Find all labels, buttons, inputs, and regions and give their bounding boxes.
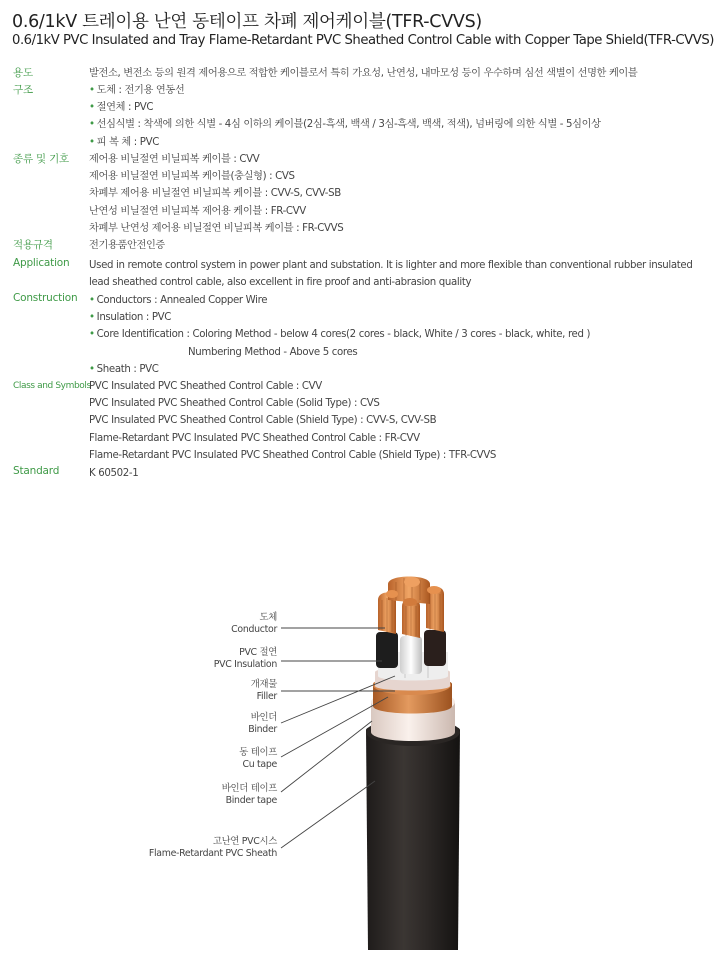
standard-ko-text: 전기용품안전인증 xyxy=(89,240,165,251)
core-insulation-black xyxy=(376,632,398,668)
callout-cu-tape: 동 테이프 Cu tape xyxy=(239,747,277,770)
types-item: 차폐부 난연성 제어용 비닐절연 비닐피복 케이블 : FR-CVVS xyxy=(89,222,344,234)
cable-diagram xyxy=(0,560,716,950)
standard-text: K 60502-1 xyxy=(89,468,139,479)
usage-text: 발전소, 변전소 등의 원격 제어용으로 적합한 케이블로서 특히 가요성, 난연성, 내마모성 등이 우수하며 심선 색별이 선명한 케이블 xyxy=(89,68,638,79)
page-title-korean: 0.6/1kV 트레이용 난연 동테이프 차폐 제어케이블(TFR-CVVS) xyxy=(12,12,482,32)
sheath-layer xyxy=(366,723,460,951)
label-standard: Standard xyxy=(13,465,60,477)
construction-item: • Sheath : PVC xyxy=(89,363,159,375)
class-item: Flame-Retardant PVC Insulated PVC Sheathed Control Cable (Shield Type) : TFR-CVVS xyxy=(89,449,497,461)
callout-sheath: 고난연 PVC시스 Flame-Retardant PVC Sheath xyxy=(148,836,277,859)
class-item: PVC Insulated PVC Sheathed Control Cable (Solid Type) : CVS xyxy=(89,398,380,410)
class-item: Flame-Retardant PVC Insulated PVC Sheathed Control Cable : FR-CVV xyxy=(89,432,420,444)
label-class-symbols: Class and Symbols xyxy=(13,381,91,391)
callout-filler: 개재물 Filler xyxy=(250,679,277,702)
construction-item: • Core Identification : Coloring Method - below 4 cores(2 cores - black, White / 3 cores - black, white, red ) xyxy=(89,329,591,341)
types-item: 난연성 비닐절연 비닐피복 제어용 케이블 : FR-CVV xyxy=(89,205,306,217)
label-construction: Construction xyxy=(13,292,78,304)
label-application: Application xyxy=(13,257,70,269)
label-structure: 구조 xyxy=(13,84,33,96)
page-title-english: 0.6/1kV PVC Insulated and Tray Flame-Retardant PVC Sheathed Control Cable with Copper Tape Shield(TFR-CVVS) xyxy=(12,33,714,48)
application-text: Used in remote control system in power plant and substation. It is lighter and more flexible than conventional rubber insulated lead sheathed control cable, also excellent in fire proof and anti-abrasion quality xyxy=(89,260,693,289)
structure-item: • 피 복 체 : PVC xyxy=(89,136,159,148)
structure-item: • 절연체 : PVC xyxy=(89,102,154,114)
callout-pvc-insulation: PVC 절연 PVC Insulation xyxy=(213,647,277,670)
construction-item: • Conductors : Annealed Copper Wire xyxy=(89,295,268,306)
label-types: 종류 및 기호 xyxy=(13,153,69,165)
types-item: 제어용 비닐절연 비닐피복 케이블 : CVV xyxy=(89,154,260,165)
cable-illustration xyxy=(0,560,716,950)
structure-item: • 선심식별 : 착색에 의한 식별 - 4심 이하의 케이블(2심-흑색, 백색 / 3심-흑색, 백색, 적색), 넘버링에 의한 식별 - 5심이상 xyxy=(89,119,601,131)
core-insulation-red xyxy=(424,630,446,666)
types-item: 제어용 비닐절연 비닐피복 케이블(충실형) : CVS xyxy=(89,171,295,183)
structure-item: • 도체 : 전기용 연동선 xyxy=(89,85,185,96)
callout-conductor: 도체 Conductor xyxy=(231,612,277,635)
core-insulation-white xyxy=(400,636,422,674)
construction-numbering: Numbering Method - Above 5 cores xyxy=(188,346,358,358)
types-item: 차폐부 제어용 비닐절연 비닐피복 케이블 : CVV-S, CVV-SB xyxy=(89,188,341,200)
construction-item: • Insulation : PVC xyxy=(89,312,172,324)
label-standard-ko: 적용규격 xyxy=(13,239,53,251)
callout-binder: 바인더 Binder xyxy=(248,712,277,735)
conductor-bundle xyxy=(378,577,444,639)
callout-binder-tape: 바인더 테이프 Binder tape xyxy=(221,783,277,806)
class-item: PVC Insulated PVC Sheathed Control Cable (Shield Type) : CVV-S, CVV-SB xyxy=(89,415,437,427)
class-item: PVC Insulated PVC Sheathed Control Cable : CVV xyxy=(89,381,322,392)
label-usage: 용도 xyxy=(13,67,33,79)
